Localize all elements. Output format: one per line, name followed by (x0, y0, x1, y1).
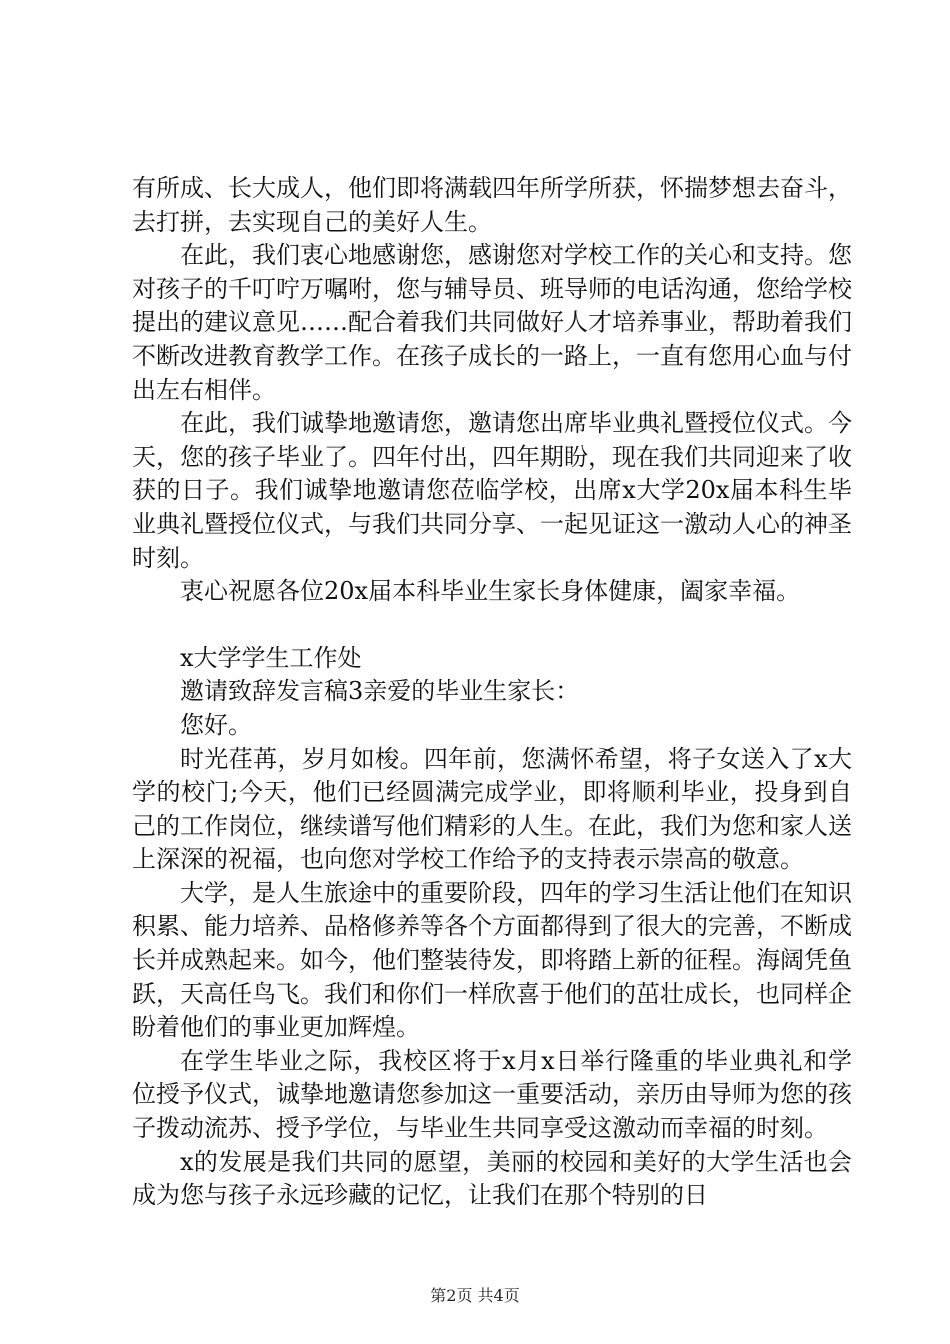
paragraph-7: 在学生毕业之际，我校区将于x月x日举行隆重的毕业典礼和学位授予仪式，诚挚地邀请您参加这一重要活动，亲历由导师为您的孩子拨动流苏、授予学位，与毕业生共同享受这激动而幸福的时刻。 (132, 1046, 852, 1143)
greeting: 您好。 (180, 710, 252, 739)
paragraph-3: 在此，我们诚挚地邀请您，邀请您出席毕业典礼暨授位仪式。今天，您的孩子毕业了。四年付出，四年期盼，现在我们共同迎来了收获的日子。我们诚挚地邀请您莅临学校，出席x大学20x届本科生毕业典礼暨授位仪式，与我们共同分享、一起见证这一激动人心的神圣时刻。 (132, 409, 852, 572)
page-footer: 第2页 共4页 (430, 1286, 520, 1305)
paragraph-6: 大学，是人生旅途中的重要阶段，四年的学习生活让他们在知识积累、能力培养、品格修养等各个方面都得到了很大的完善，不断成长并成熟起来。如今，他们整装待发，即将踏上新的征程。海阔凭鱼跃，天高任鸟飞。我们和你们一样欣喜于他们的茁壮成长，也同样企盼着他们的事业更加辉煌。 (132, 878, 852, 1042)
paragraph-1: 有所成、长大成人，他们即将满载四年所学所获，怀揣梦想去奋斗，去打拼，去实现自己的美好人生。 (132, 174, 852, 236)
paragraph-4: 衷心祝愿各位20x届本科毕业生家长身体健康，阖家幸福。 (180, 577, 801, 606)
paragraph-5: 时光荏苒，岁月如梭。四年前，您满怀希望，将子女送入了x大学的校门;今天，他们已经圆满完成学业，即将顺利毕业，投身到自己的工作岗位，继续谱写他们精彩的人生。在此，我们为您和家人送上深深的祝福，也向您对学校工作给予的支持表示崇高的敬意。 (132, 744, 852, 874)
paragraph-2: 在此，我们衷心地感谢您，感谢您对学校工作的关心和支持。您对孩子的千叮咛万嘱咐，您与辅导员、班导师的电话沟通，您给学校提出的建议意见……配合着我们共同做好人才培养事业，帮助着我们不断改进教育教学工作。在孩子成长的一路上，一直有您用心血与付出左右相伴。 (132, 241, 852, 404)
signature-line: x大学学生工作处 (180, 643, 362, 672)
section-heading: 邀请致辞发言稿3亲爱的毕业生家长： (180, 677, 580, 706)
paragraph-8: x的发展是我们共同的愿望，美丽的校园和美好的大学生活也会成为您与孩子永远珍藏的记忆，让我们在那个特别的日 (132, 1147, 852, 1210)
document-body (132, 172, 852, 1213)
